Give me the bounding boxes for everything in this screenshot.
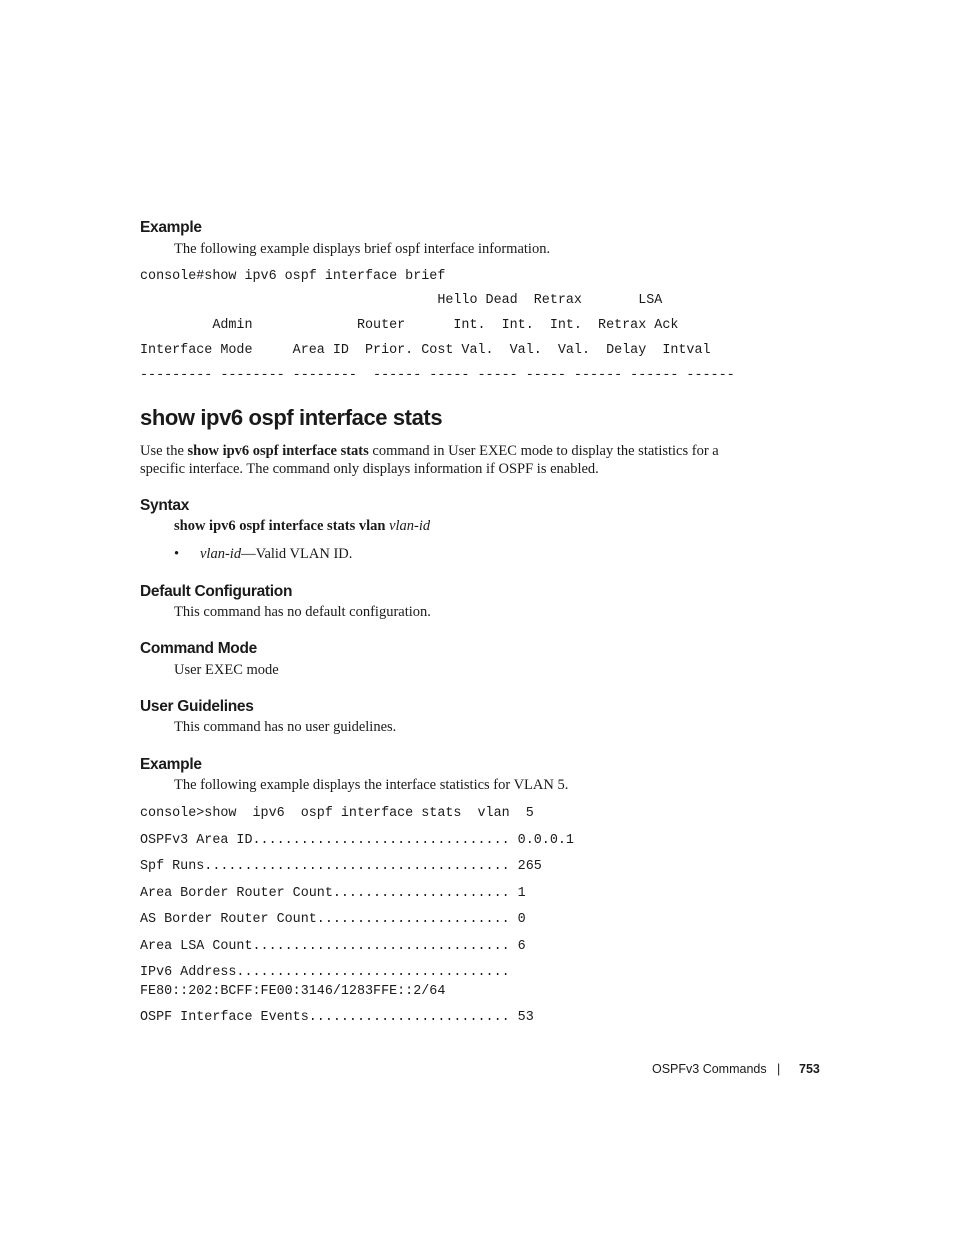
syntax-command: show ipv6 ospf interface stats vlan — [174, 518, 390, 534]
footer-separator: | — [777, 1062, 781, 1076]
syntax-heading: Syntax — [140, 497, 190, 514]
code-line: AS Border Router Count........................ 0 — [140, 912, 526, 927]
bullet-description: —Valid VLAN ID. — [241, 546, 353, 562]
example-description: The following example displays the interface statistics for VLAN 5. — [174, 777, 569, 793]
intro-pre: Use the — [140, 443, 188, 459]
code-line: console>show ipv6 ospf interface stats vlan 5 — [140, 806, 534, 821]
intro-command: show ipv6 ospf interface stats — [187, 443, 369, 459]
code-line: OSPFv3 Area ID................................ 0.0.0.1 — [140, 833, 574, 848]
code-line: Area Border Router Count...................... 1 — [140, 886, 526, 901]
default-config-text: This command has no default configuration. — [174, 604, 431, 620]
example-heading: Example — [140, 219, 202, 236]
default-config-heading: Default Configuration — [140, 583, 293, 600]
bullet-argument: vlan-id — [200, 546, 242, 562]
code-line: Spf Runs...................................... 265 — [140, 859, 542, 874]
command-mode-heading: Command Mode — [140, 640, 257, 657]
user-guidelines-text: This command has no user guidelines. — [174, 719, 397, 735]
example-description: The following example displays brief ospf interface information. — [174, 241, 551, 257]
syntax-line — [174, 518, 430, 535]
command-mode-text: User EXEC mode — [174, 662, 279, 678]
code-line: --------- -------- -------- ------ ----- ----- ----- ------ ------ ------ — [140, 368, 735, 383]
intro-post: command in User EXEC mode to display the statistics for a specific interface. The command only displays information if OSPF is enabled. — [140, 443, 719, 477]
syntax-argument: vlan-id — [389, 518, 431, 534]
section-title: show ipv6 ospf interface stats — [140, 405, 443, 430]
example-heading: Example — [140, 756, 202, 773]
footer-section-name: OSPFv3 Commands — [652, 1062, 767, 1076]
code-line: Interface Mode Area ID Prior. Cost Val. Val. Val. Delay Intval — [140, 343, 711, 358]
code-line: Admin Router Int. Int. Int. Retrax Ack — [140, 318, 679, 333]
code-line: Area LSA Count................................ 6 — [140, 939, 526, 954]
code-line: Hello Dead Retrax LSA — [140, 293, 663, 308]
code-line: FE80::202:BCFF:FE00:3146/1283FFE::2/64 — [140, 984, 446, 999]
bullet-item — [200, 546, 352, 563]
bullet-marker: • — [174, 546, 180, 562]
code-line: OSPF Interface Events......................... 53 — [140, 1010, 534, 1025]
code-line: IPv6 Address.................................. — [140, 965, 510, 980]
intro-paragraph — [140, 442, 765, 478]
user-guidelines-heading: User Guidelines — [140, 698, 254, 715]
code-line: console#show ipv6 ospf interface brief — [140, 269, 446, 284]
page-number: 753 — [799, 1062, 820, 1076]
